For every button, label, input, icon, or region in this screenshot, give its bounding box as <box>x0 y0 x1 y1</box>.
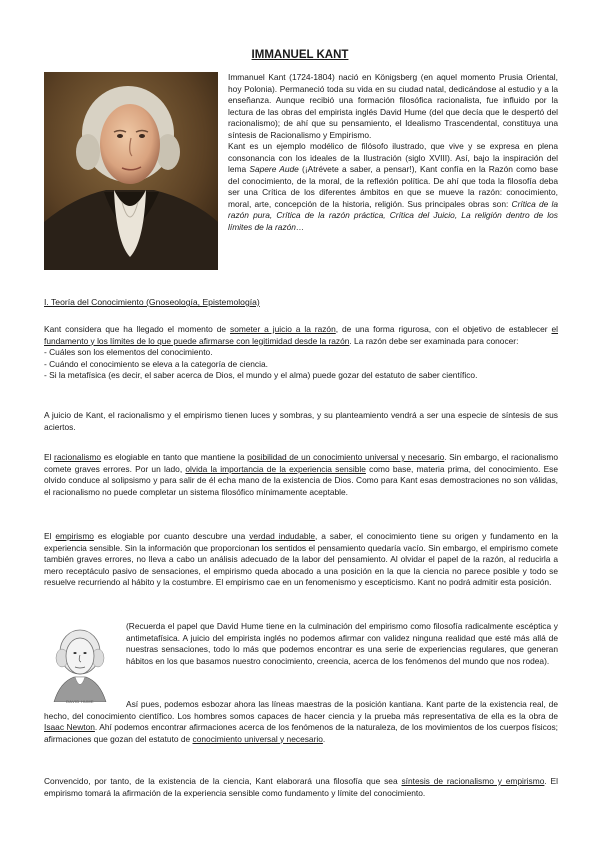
hume-caption: DAVID HUME <box>66 699 94 704</box>
list-item: - Cuándo el conocimiento se eleva a la categoría de ciencia. <box>44 358 268 369</box>
section-heading: I. Teoría del Conocimiento (Gnoseología, Epistemología) <box>44 297 260 307</box>
motto: Sapere Aude <box>249 164 299 174</box>
intro-paragraph-2: Kant es un ejemplo modélico de filósofo ilustrado, que vive y se expresa en plena consonancia con los ideales de la Ilustración (siglo XVIII). Así, bajo la inspiración del lema Sapere Aude (¡Atrévete a saber, a pensar!), Kant confía en la Razón como base del conocimiento, de la moral, de la reflexión política. De ahí que toda la filosofía deba ser una Crítica de los diferentes ámbitos en que se mueve la razón: conocimiento, moral, arte, concepción de la historia, religión. Sus principales obras son: Crítica de la razón pura, Crítica de la razón práctica, Crítica del Juicio, La religión dentro de los límites de la razón… <box>228 141 558 232</box>
kant-portrait <box>44 72 218 270</box>
list-item: - Cuáles son los elementos del conocimiento. <box>44 347 213 357</box>
section-paragraph-1: Kant considera que ha llegado el momento de someter a juicio a la razón, de una forma rigurosa, con el objetivo de establecer el fundamento y los límites de lo que puede afirmarse con legitimidad desde la razón. La razón debe ser examinada para conocer: - Cuáles son los elementos del conocimiento. - Cuándo el conocimiento se eleva a la categoría de ciencia. - Si la metafísica (es decir, el saber acerca de Dios, el mundo y el alma) puede gozar del estatuto de saber científico. <box>44 324 558 380</box>
synthesis-paragraph: Convencido, por tanto, de la existencia de la ciencia, Kant elaborará una filosofía que sea síntesis de racionalismo y empirismo. El empirismo tomará la afirmación de la experiencia sensible como fundamento y límite del conocimiento. <box>44 776 558 798</box>
rationalism-paragraph: El racionalismo es elogiable en tanto que mantiene la posibilidad de un conocimiento universal y necesario. Sin embargo, el racionalismo comete graves errores. Por un lado, olvida la importancia de la experiencia sensible como base, materia prima, del conocimiento. Ese olvido conduce al solipsismo y para salir de él echa mano de la existencia de Dios. Como para Kant esas demostraciones no son válidas, el racionalismo no puede completar un sistema filosófico mínimamente aceptable. <box>44 452 559 497</box>
document-title: IMMANUEL KANT <box>251 49 349 61</box>
section-paragraph-2: A juicio de Kant, el racionalismo y el empirismo tienen luces y sombras, y su planteamiento vendrá a ser una especie de síntesis de sus aciertos. <box>44 410 558 432</box>
intro-paragraph-1: Immanuel Kant (1724-1804) nació en Königsberg (en aquel momento Prusia Oriental, hoy Polonia). Permaneció toda su vida en su ciudad natal, dedicándose al estudio y a la enseñanza. Aunque recibió una formación filosófica racionalista, fue influido por la lectura de las obras del empirista inglés David Hume (del que decía que le despertó del racionalismo); de ahí que su pensamiento, el Idealismo Trascendental, constituya una síntesis de Racionalismo y Empirismo. <box>228 72 558 140</box>
empiricism-paragraph: El empirismo es elogiable por cuanto descubre una verdad indudable, a saber, el conocimiento tiene su origen y fundamento en la experiencia sensible. Sin la información que proporcionan los sentidos el pensamiento quedaría vacío. Sin embargo, el empirismo comete también graves errores, no lleva a cabo un análisis adecuado de la labor del pensamiento. Al olvidar el papel de la razón, al reducirla a mero receptáculo pasivo de sensaciones, el empirismo queda abocado a una posición en la que la ciencia no parece posible y todo se resuelve recurriendo al hábito y la costumbre. El empirismo cae en un fenomenismo y escepticismo. Kant no podrá admitir esta posición. <box>44 531 558 587</box>
list-item: - Si la metafísica (es decir, el saber acerca de Dios, el mundo y el alma) puede gozar del estatuto de saber científico. <box>44 370 478 380</box>
kant-position-paragraph: Así pues, podemos esbozar ahora las líneas maestras de la posición kantiana. Kant parte de la existencia real, de hecho, del conocimiento científico. Los hombres somos capaces de hacer ciencia y la prueba más representativa de ella es la obra de Isaac Newton. Ahí podemos encontrar afirmaciones acerca de los fenómenos de la naturaleza, de los movimientos de los cuerpos físicos; afirmaciones que gozan del estatuto de conocimiento universal y necesario. <box>44 699 558 744</box>
intro-text <box>228 72 558 233</box>
hume-paragraph: (Recuerda el papel que David Hume tiene en la culminación del empirismo como filosofía radicalmente escéptica y antimetafísica. A juicio del empirista inglés no podemos afirmar con validez ninguna realidad que esté más allá de nuestras sensaciones, todo lo más que podemos encontrar es una serie de experiencias regulares, que generan hábitos en los que basamos nuestro conocimiento, creencia, acerca de los fenómenos del mundo que nos rodea). <box>126 621 558 666</box>
works-list: Crítica de la razón pura, Crítica de la razón práctica, Crítica del Juicio, La religión dentro de los límites de la razón… <box>228 198 558 232</box>
hume-portrait <box>48 622 112 702</box>
